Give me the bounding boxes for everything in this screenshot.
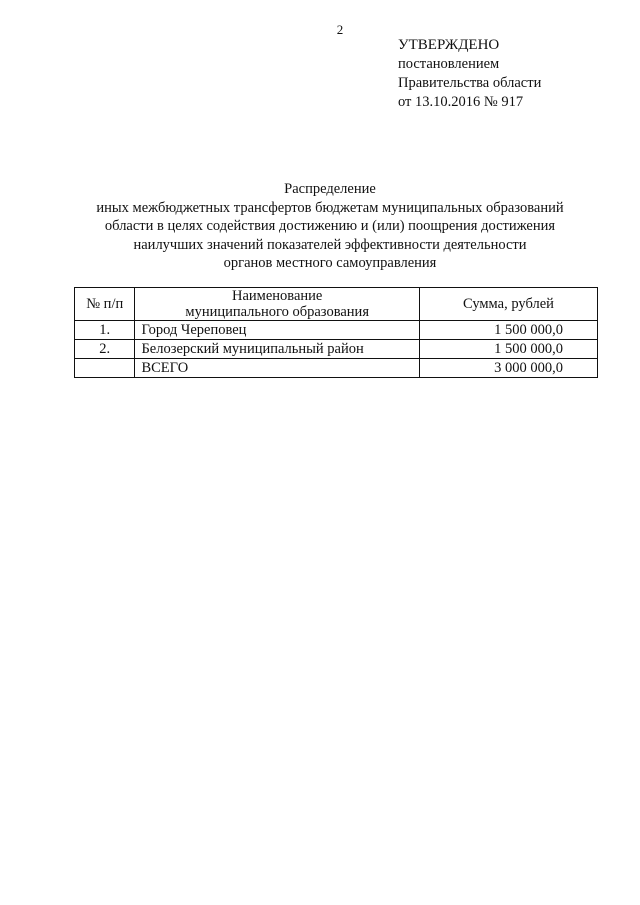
cell-name: ВСЕГО [135,359,419,378]
distribution-table [74,287,598,378]
table-row [75,321,598,340]
cell-sum: 1 500 000,0 [419,321,597,340]
cell-sum: 1 500 000,0 [419,340,597,359]
cell-num [75,359,135,378]
approval-title: УТВЕРЖДЕНО [398,37,500,53]
title-line: иных межбюджетных трансфертов бюджетам муниципальных образований [96,199,564,216]
title-line: области в целях содействия достижению и (или) поощрения достижения [104,218,556,234]
title-line: наилучших значений показателей эффективности деятельности [133,236,527,253]
approval-line: Правительства области [398,75,542,91]
cell-num: 2. [75,340,135,359]
header-name-line: муниципального образования [185,304,369,320]
cell-name: Город Череповец [135,321,419,340]
approval-line: постановлением [398,56,500,72]
header-name-line: Наименование [232,288,323,304]
table-header-row [75,288,598,321]
table-total-row [75,359,598,378]
cell-num: 1. [75,321,135,340]
cell-name: Белозерский муниципальный район [135,340,419,359]
title-line: органов местного самоуправления [223,255,437,271]
page-number: 2 [336,22,344,37]
approval-stamp [398,36,541,112]
header-name [135,288,419,321]
approval-date: от 13.10.2016 № 917 [398,94,524,110]
header-sum: Сумма, рублей [419,288,597,321]
cell-sum: 3 000 000,0 [419,359,597,378]
header-num: № п/п [75,288,135,321]
table-row [75,340,598,359]
title-heading: Распределение [284,181,376,197]
document-title [60,180,600,273]
